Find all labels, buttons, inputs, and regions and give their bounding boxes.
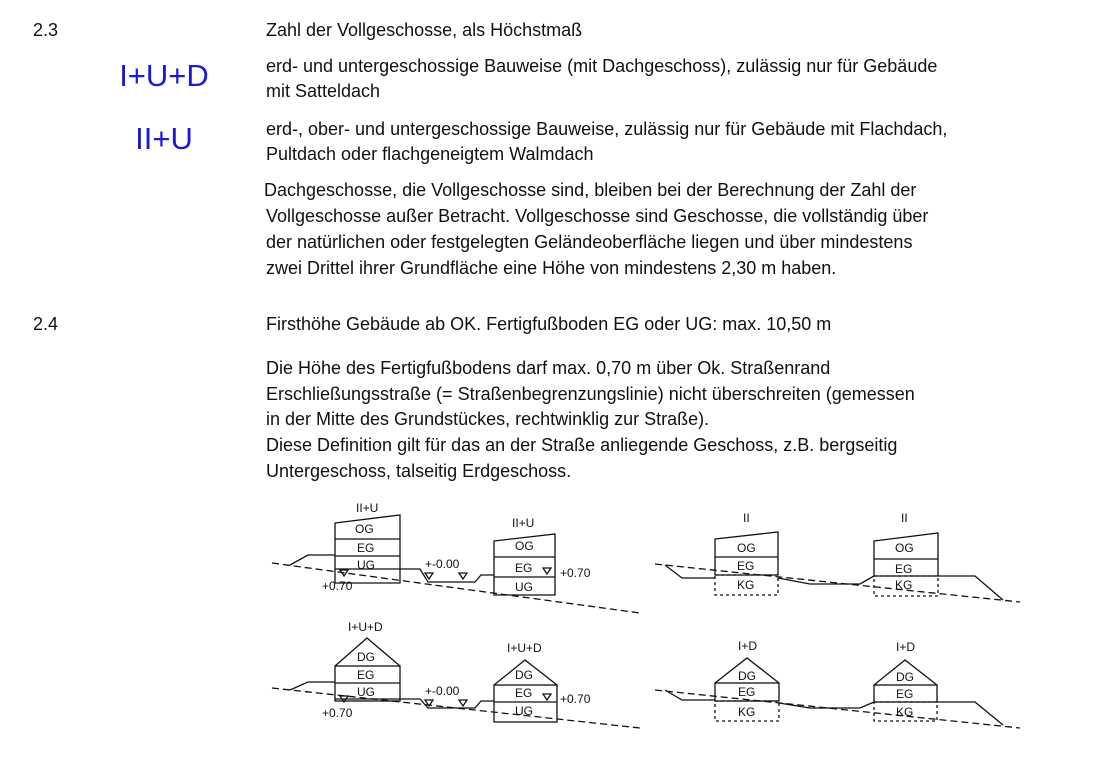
label-ug: UG <box>357 558 375 572</box>
label-eg: EG <box>515 686 533 700</box>
text-line: erd-, ober- und untergeschossige Bauweise, zulässig nur für Gebäude mit Flachdach, <box>266 119 948 139</box>
label-i-d: I+D <box>738 639 758 653</box>
text-line: mit Satteldach <box>266 81 381 101</box>
label-eg: EG <box>895 562 913 576</box>
text-line: Vollgeschosse außer Betracht. Vollgeschosse sind Geschosse, die vollständig über <box>266 206 929 226</box>
label-zero: +-0.00 <box>425 684 460 698</box>
label-og: OG <box>895 541 914 555</box>
label-i-d: I+D <box>896 640 916 654</box>
text-line: Untergeschoss, talseitig Erdgeschoss. <box>266 461 572 481</box>
label-kg: KG <box>737 578 755 592</box>
label-dg: DG <box>515 668 533 682</box>
label-kg: KG <box>895 578 913 592</box>
label-plus-070: +0.70 <box>322 579 353 593</box>
label-og: OG <box>515 539 534 553</box>
label-eg: EG <box>737 559 755 573</box>
section-heading-2-3: Zahl der Vollgeschosse, als Höchstmaß <box>266 20 583 40</box>
label-dg: DG <box>738 669 756 683</box>
text-line: in der Mitte des Grundstückes, rechtwinklig zur Straße). <box>266 409 710 429</box>
label-ii: II <box>743 511 750 525</box>
text-line: Erschließungsstraße (= Straßenbegrenzungslinie) nicht überschreiten (gemessen <box>266 384 915 404</box>
label-kg: KG <box>896 705 914 719</box>
label-og: OG <box>737 541 756 555</box>
label-ug: UG <box>357 685 375 699</box>
label-eg: EG <box>896 687 914 701</box>
label-eg: EG <box>357 541 375 555</box>
label-kg: KG <box>738 705 756 719</box>
label-plus-070: +0.70 <box>560 566 591 580</box>
label-og: OG <box>355 522 374 536</box>
section-heading-2-4: Firsthöhe Gebäude ab OK. Fertigfußboden EG oder UG: max. 10,50 m <box>266 314 832 334</box>
label-eg: EG <box>515 561 533 575</box>
text-line: Pultdach oder flachgeneigtem Walmdach <box>266 144 594 164</box>
symbol-ii-u: II+U <box>135 121 193 156</box>
label-ii: II <box>901 511 908 525</box>
section-number-2-3: 2.3 <box>33 20 59 40</box>
label-i-u-d: I+U+D <box>348 620 383 634</box>
label-i-u-d: I+U+D <box>507 641 542 655</box>
section-number-2-4: 2.4 <box>33 314 59 334</box>
text-line: Dachgeschosse, die Vollgeschosse sind, bleiben bei der Berechnung der Zahl der <box>264 180 917 200</box>
label-dg: DG <box>357 650 375 664</box>
text-line: Die Höhe des Fertigfußbodens darf max. 0,70 m über Ok. Straßenrand <box>266 358 831 378</box>
text-line: der natürlichen oder festgelegten Geländeoberfläche liegen und über mindestens <box>266 232 913 252</box>
label-ii-u: II+U <box>512 516 535 530</box>
text-line: zwei Drittel ihrer Grundfläche eine Höhe von mindestens 2,30 m haben. <box>266 258 837 278</box>
text-line: Diese Definition gilt für das an der Straße anliegende Geschoss, z.B. bergseitig <box>266 435 898 455</box>
label-plus-070: +0.70 <box>322 706 353 720</box>
diagram-bottom-right <box>655 658 1020 728</box>
label-ii-u: II+U <box>356 501 379 515</box>
label-eg: EG <box>738 685 756 699</box>
diagram-top-right <box>655 532 1020 602</box>
label-ug: UG <box>515 704 533 718</box>
label-plus-070: +0.70 <box>560 692 591 706</box>
label-ug: UG <box>515 580 533 594</box>
symbol-i-u-d: I+U+D <box>119 58 209 93</box>
label-dg: DG <box>896 670 914 684</box>
label-eg: EG <box>357 668 375 682</box>
text-line: erd- und untergeschossige Bauweise (mit Dachgeschoss), zulässig nur für Gebäude <box>266 56 938 76</box>
label-zero: +-0.00 <box>425 557 460 571</box>
